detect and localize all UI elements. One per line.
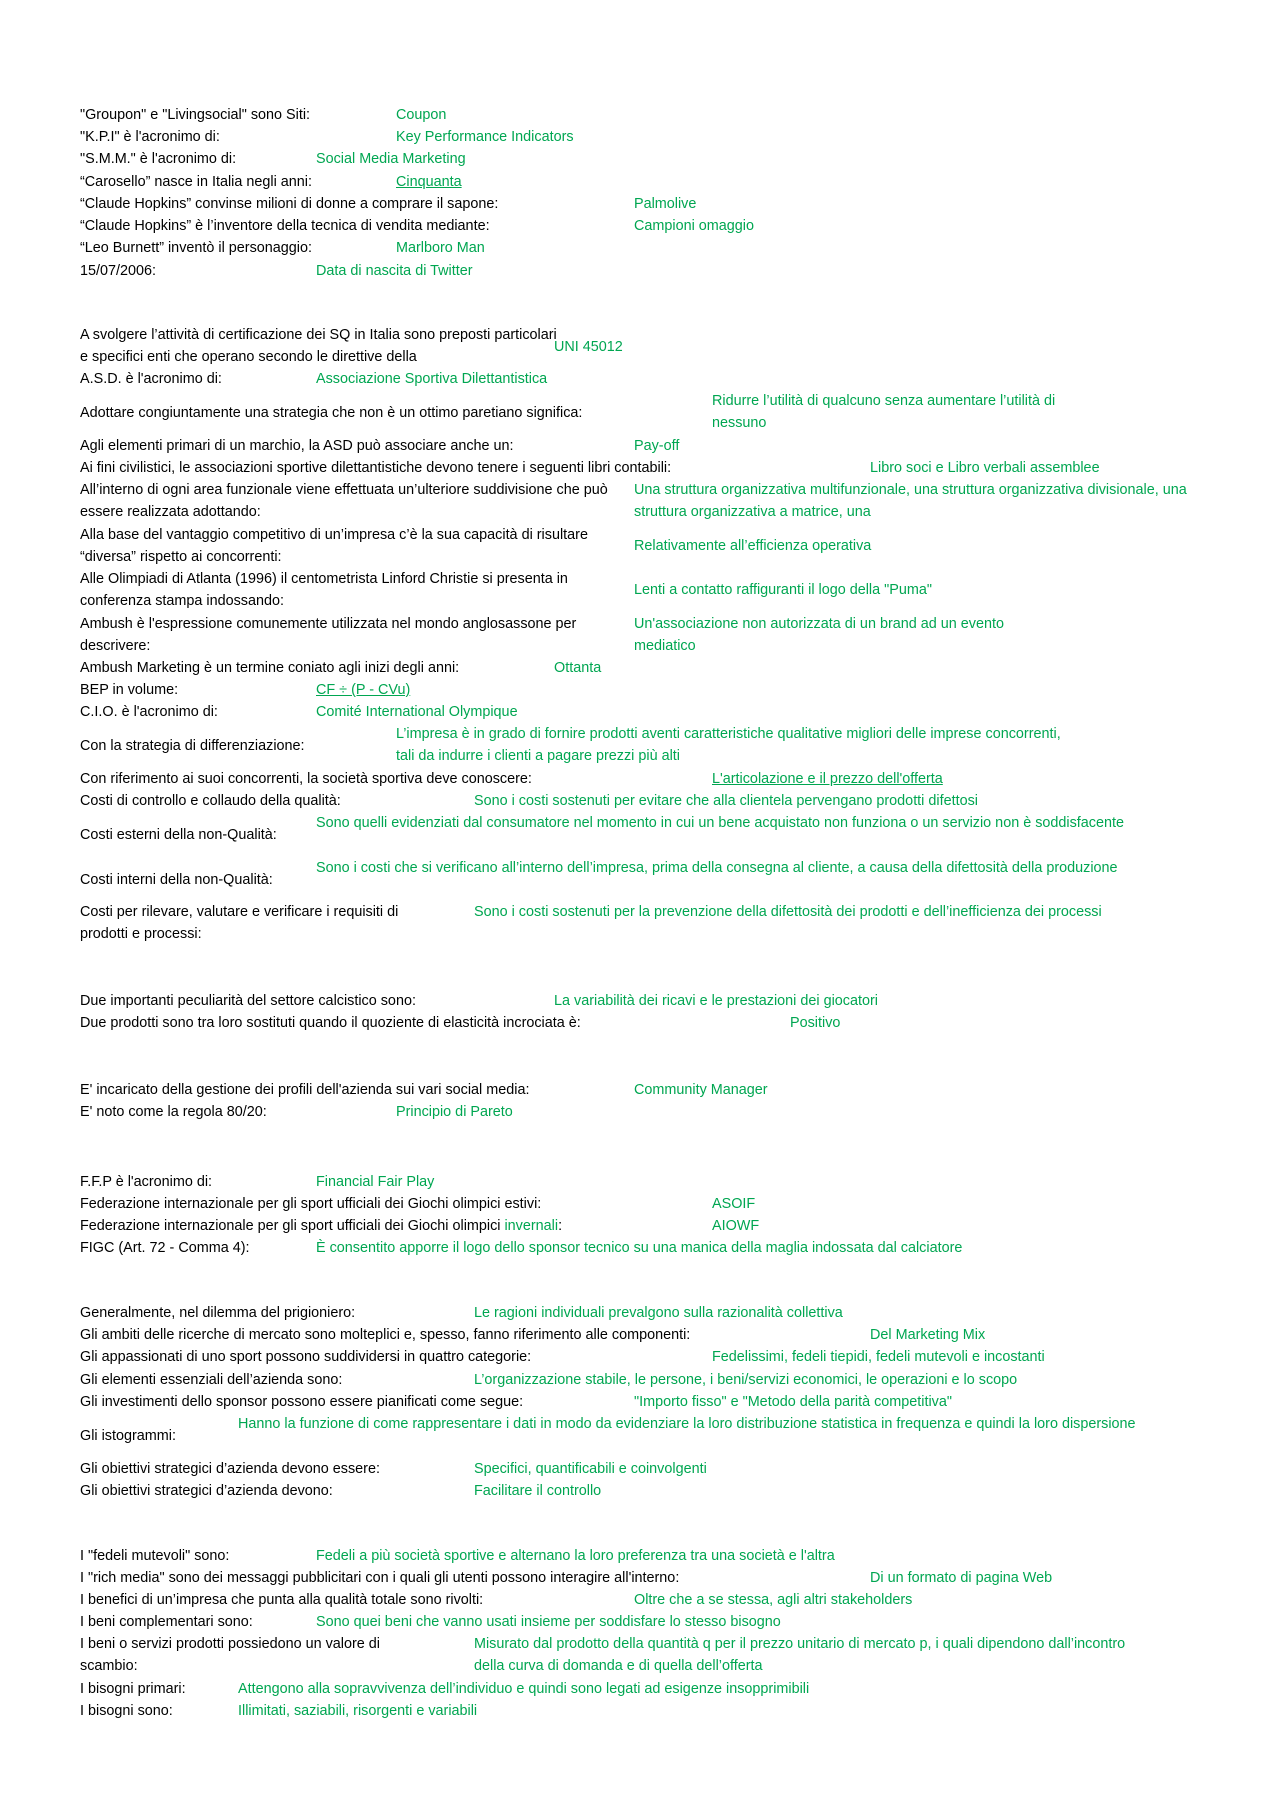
question: Costi per rilevare, valutare e verificare i requisiti di prodotti e processi: xyxy=(80,904,399,942)
question-highlight: invernali xyxy=(504,1218,559,1234)
entry-row xyxy=(80,1391,1200,1413)
answer: Del Marketing Mix xyxy=(870,1327,986,1343)
entry-row xyxy=(80,1101,1200,1123)
answer: Attengono alla sopravvivenza dell’individuo e quindi sono legati ad esigenze insopprimibili xyxy=(238,1681,810,1697)
answer: Ottanta xyxy=(554,660,602,676)
question: I "fedeli mutevoli" sono: xyxy=(80,1548,230,1564)
question: F.F.P è l'acronimo di: xyxy=(80,1174,213,1190)
question: Agli elementi primari di un marchio, la ASD può associare anche un: xyxy=(80,438,514,454)
answer: La variabilità dei ricavi e le prestazioni dei giocatori xyxy=(554,993,878,1009)
entry-row xyxy=(80,1369,1200,1391)
entry-row xyxy=(80,701,1200,723)
question: All’interno di ogni area funzionale viene effettuata un’ulteriore suddivisione che può essere realizzata adottando: xyxy=(80,482,608,520)
entry-row xyxy=(80,193,1200,215)
answer: CF ÷ (P - CVu) xyxy=(316,682,411,698)
entry-row xyxy=(80,324,1200,368)
answer: Ridurre l’utilità di qualcuno senza aumentare l’utilità di nessuno xyxy=(712,393,1056,431)
answer: Pay-off xyxy=(634,438,680,454)
answer: L'articolazione e il prezzo dell'offerta xyxy=(712,771,943,787)
entry-row xyxy=(80,990,1200,1012)
entry-row xyxy=(80,457,1200,479)
answer: Fedelissimi, fedeli tiepidi, fedeli mutevoli e incostanti xyxy=(712,1349,1045,1365)
question: Ambush Marketing è un termine coniato agli inizi degli anni: xyxy=(80,660,460,676)
question-colon: : xyxy=(558,1218,563,1234)
entry-row xyxy=(80,1237,1200,1259)
answer: Social Media Marketing xyxy=(316,151,466,167)
entry-row xyxy=(80,568,1200,612)
entry-row xyxy=(80,1458,1200,1480)
question: A.S.D. è l'acronimo di: xyxy=(80,371,222,387)
answer: L’organizzazione stabile, le persone, i beni/servizi economici, le operazioni e lo scopo xyxy=(474,1372,1018,1388)
question: I bisogni sono: xyxy=(80,1703,173,1719)
question: Gli appassionati di uno sport possono suddividersi in quattro categorie: xyxy=(80,1349,532,1365)
answer: L’impresa è in grado di fornire prodotti aventi caratteristiche qualitative migliori delle imprese concorrenti, tali da indurre i clienti a pagare prezzi più alti xyxy=(396,726,1061,764)
question: Generalmente, nel dilemma del prigioniero: xyxy=(80,1305,356,1321)
question: Due importanti peculiarità del settore calcistico sono: xyxy=(80,993,416,1009)
question: “Claude Hopkins” è l’inventore della tecnica di vendita mediante: xyxy=(80,218,490,234)
question: Costi esterni della non-Qualità: xyxy=(80,827,277,843)
answer: Campioni omaggio xyxy=(634,218,754,234)
question: I beni complementari sono: xyxy=(80,1614,253,1630)
question: “Claude Hopkins” convinse milioni di donne a comprare il sapone: xyxy=(80,196,499,212)
answer: Oltre che a se stessa, agli altri stakeholders xyxy=(634,1592,913,1608)
answer: Facilitare il controllo xyxy=(474,1483,602,1499)
question: Costi interni della non-Qualità: xyxy=(80,872,273,888)
answer: Specifici, quantificabili e coinvolgenti xyxy=(474,1461,707,1477)
entry-row xyxy=(80,1700,1200,1722)
entry-row xyxy=(80,1324,1200,1346)
entry-row xyxy=(80,1545,1200,1567)
entry-row xyxy=(80,790,1200,812)
question: Gli ambiti delle ricerche di mercato sono molteplici e, spesso, fanno riferimento alle componenti: xyxy=(80,1327,691,1343)
answer: Palmolive xyxy=(634,196,697,212)
question: Due prodotti sono tra loro sostituti quando il quoziente di elasticità incrociata è: xyxy=(80,1015,581,1031)
question: Gli obiettivi strategici d’azienda devono: xyxy=(80,1483,333,1499)
entry-row xyxy=(80,479,1200,523)
entry-row xyxy=(80,524,1200,568)
question: “Carosello” nasce in Italia negli anni: xyxy=(80,174,312,190)
answer: Associazione Sportiva Dilettantistica xyxy=(316,371,548,387)
question: Con riferimento ai suoi concorrenti, la società sportiva deve conoscere: xyxy=(80,771,532,787)
answer: Key Performance Indicators xyxy=(396,129,574,145)
answer: Community Manager xyxy=(634,1082,768,1098)
entry-row xyxy=(80,857,1200,901)
answer: Illimitati, saziabili, risorgenti e variabili xyxy=(238,1703,478,1719)
answer: Libro soci e Libro verbali assemblee xyxy=(870,460,1100,476)
entry-row xyxy=(80,215,1200,237)
answer: Principio di Pareto xyxy=(396,1104,513,1120)
question: A svolgere l’attività di certificazione dei SQ in Italia sono preposti particolari e specifici enti che operano secondo le direttive della xyxy=(80,327,557,365)
entry-row xyxy=(80,613,1200,657)
entry-row xyxy=(80,104,1200,126)
answer: ASOIF xyxy=(712,1196,756,1212)
question: Gli elementi essenziali dell’azienda sono: xyxy=(80,1372,343,1388)
answer: AIOWF xyxy=(712,1218,760,1234)
question: “Leo Burnett” inventò il personaggio: xyxy=(80,240,312,256)
question: "Groupon" e "Livingsocial" sono Siti: xyxy=(80,107,311,123)
entry-row xyxy=(80,723,1200,767)
entry-row xyxy=(80,260,1200,282)
answer: Comité International Olympique xyxy=(316,704,518,720)
answer: Sono i costi sostenuti per evitare che alla clientela pervengano prodotti difettosi xyxy=(474,793,978,809)
question: I benefici di un’impresa che punta alla qualità totale sono rivolti: xyxy=(80,1592,484,1608)
question: Con la strategia di differenziazione: xyxy=(80,738,305,754)
question xyxy=(80,1215,562,1237)
question: FIGC (Art. 72 - Comma 4): xyxy=(80,1240,250,1256)
answer: Una struttura organizzativa multifunzionale, una struttura organizzativa divisionale, una struttura organizzativa a matrice, una xyxy=(634,482,1187,520)
answer: Relativamente all’efficienza operativa xyxy=(634,538,872,554)
entry-row xyxy=(80,1480,1200,1502)
question: Costi di controllo e collaudo della qualità: xyxy=(80,793,341,809)
entry-row xyxy=(80,1012,1200,1034)
question: Alle Olimpiadi di Atlanta (1996) il centometrista Linford Christie si presenta in conferenza stampa indossando: xyxy=(80,571,568,609)
answer: Le ragioni individuali prevalgono sulla razionalità collettiva xyxy=(474,1305,843,1321)
question: Alla base del vantaggio competitivo di un’impresa c’è la sua capacità di risultare “diversa” rispetto ai concorrenti: xyxy=(80,527,588,565)
answer: Fedeli a più società sportive e alternano la loro preferenza tra una società e l'altra xyxy=(316,1548,835,1564)
entry-row xyxy=(80,1567,1200,1589)
question: I beni o servizi prodotti possiedono un valore di scambio: xyxy=(80,1636,380,1674)
question: Gli investimenti dello sponsor possono essere pianificati come segue: xyxy=(80,1394,524,1410)
answer: Sono quelli evidenziati dal consumatore nel momento in cui un bene acquistato non funziona o un servizio non è soddisfacente xyxy=(316,815,1124,831)
entry-row xyxy=(80,901,1200,945)
entry-row xyxy=(80,1302,1200,1324)
entry-row xyxy=(80,1611,1200,1633)
question: BEP in volume: xyxy=(80,682,179,698)
answer: Hanno la funzione di come rappresentare i dati in modo da evidenziare la loro distribuzione statistica in frequenza e quindi la loro dispersione xyxy=(238,1416,1136,1432)
entry-row xyxy=(80,812,1200,856)
answer: Di un formato di pagina Web xyxy=(870,1570,1053,1586)
answer: Positivo xyxy=(790,1015,841,1031)
answer: Sono quei beni che vanno usati insieme per soddisfare lo stesso bisogno xyxy=(316,1614,781,1630)
entry-row xyxy=(80,1678,1200,1700)
question: E' incaricato della gestione dei profili dell'azienda sui vari social media: xyxy=(80,1082,530,1098)
question: Adottare congiuntamente una strategia che non è un ottimo paretiano significa: xyxy=(80,405,583,421)
question: 15/07/2006: xyxy=(80,263,157,279)
question: "S.M.M." è l'acronimo di: xyxy=(80,151,237,167)
entry-row xyxy=(80,1633,1200,1677)
entry-row xyxy=(80,1193,1200,1215)
entry-row xyxy=(80,1346,1200,1368)
entry-row xyxy=(80,657,1200,679)
answer: Financial Fair Play xyxy=(316,1174,435,1190)
question: E' noto come la regola 80/20: xyxy=(80,1104,267,1120)
answer: Un'associazione non autorizzata di un brand ad un evento mediatico xyxy=(634,616,1004,654)
entry-row xyxy=(80,1215,1200,1237)
entry-row xyxy=(80,1413,1200,1457)
answer: UNI 45012 xyxy=(554,339,623,355)
entry-row xyxy=(80,1079,1200,1101)
entry-row xyxy=(80,1171,1200,1193)
entry-row xyxy=(80,237,1200,259)
question: Ai fini civilistici, le associazioni sportive dilettantistiche devono tenere i seguenti libri contabili: xyxy=(80,460,672,476)
answer: Cinquanta xyxy=(396,174,462,190)
entry-row xyxy=(80,768,1200,790)
entry-row xyxy=(80,171,1200,193)
entry-row xyxy=(80,679,1200,701)
answer: È consentito apporre il logo dello sponsor tecnico su una manica della maglia indossata dal calciatore xyxy=(316,1240,963,1256)
question: Federazione internazionale per gli sport ufficiali dei Giochi olimpici estivi: xyxy=(80,1196,542,1212)
entry-row xyxy=(80,148,1200,170)
answer: Data di nascita di Twitter xyxy=(316,263,473,279)
entry-row xyxy=(80,390,1200,434)
question: Gli obiettivi strategici d’azienda devono essere: xyxy=(80,1461,380,1477)
entry-row xyxy=(80,368,1200,390)
entry-row xyxy=(80,1589,1200,1611)
question: Ambush è l'espressione comunemente utilizzata nel mondo anglosassone per descrivere: xyxy=(80,616,577,654)
question: I bisogni primari: xyxy=(80,1681,186,1697)
question: C.I.O. è l'acronimo di: xyxy=(80,704,218,720)
entry-row xyxy=(80,126,1200,148)
answer: "Importo fisso" e "Metodo della parità competitiva" xyxy=(634,1394,952,1410)
question: "K.P.I" è l'acronimo di: xyxy=(80,129,220,145)
question: Gli istogrammi: xyxy=(80,1428,176,1444)
answer: Sono i costi che si verificano all’interno dell’impresa, prima della consegna al cliente, a causa della difettosità della produzione xyxy=(316,860,1118,876)
answer: Coupon xyxy=(396,107,447,123)
question-text: Federazione internazionale per gli sport ufficiali dei Giochi olimpici xyxy=(80,1218,501,1234)
question: I "rich media" sono dei messaggi pubblicitari con i quali gli utenti possono interagire all'interno: xyxy=(80,1570,680,1586)
answer: Sono i costi sostenuti per la prevenzione della difettosità dei prodotti e dell’inefficienza dei processi xyxy=(474,904,1102,920)
answer: Misurato dal prodotto della quantità q per il prezzo unitario di mercato p, i quali dipendono dall’incontro della curva di domanda e di quella dell’offerta xyxy=(474,1636,1126,1674)
answer: Marlboro Man xyxy=(396,240,485,256)
entry-row xyxy=(80,435,1200,457)
answer: Lenti a contatto raffiguranti il logo della "Puma" xyxy=(634,582,932,598)
